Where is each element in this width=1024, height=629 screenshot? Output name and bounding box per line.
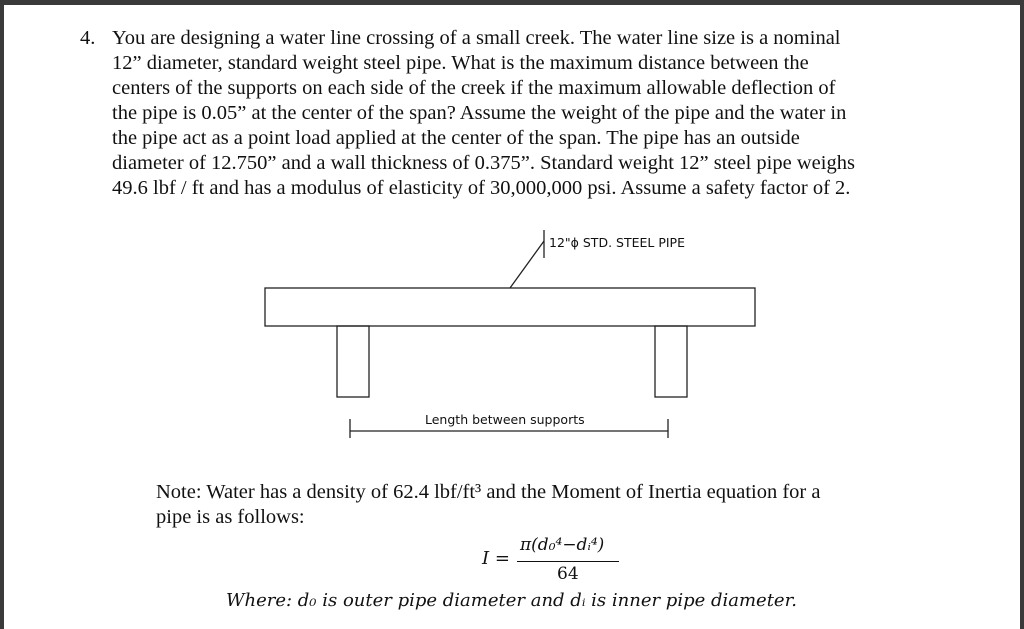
problem-text-line: diameter of 12.750” and a wall thickness of 0.375”. Standard weight 12” steel pipe weighs	[112, 152, 855, 174]
note-line: Note: Water has a density of 62.4 lbf/ft³ and the Moment of Inertia equation for a	[156, 481, 821, 503]
label-leader-line	[510, 241, 544, 288]
problem-text-line: 49.6 lbf / ft and has a modulus of elasticity of 30,000,000 psi. Assume a safety factor of 2.	[112, 177, 851, 199]
right-support	[655, 326, 687, 397]
problem-text-line: 12” diameter, standard weight steel pipe. What is the maximum distance between the	[112, 52, 809, 74]
problem-text-line: the pipe act as a point load applied at the center of the span. The pipe has an outside	[112, 127, 800, 149]
left-support	[337, 326, 369, 397]
fraction-bar	[517, 561, 619, 562]
problem-text-line: the pipe is 0.05” at the center of the span? Assume the weight of the pipe and the water in	[112, 102, 847, 124]
pipe-diagram	[4, 5, 1020, 629]
pipe-label: 12"ϕ STD. STEEL PIPE	[549, 235, 685, 250]
problem-number: 4.	[80, 27, 96, 49]
document-page	[4, 5, 1020, 629]
problem-text-line: You are designing a water line crossing of a small creek. The water line size is a nominal	[112, 27, 841, 49]
note-line: pipe is as follows:	[156, 506, 305, 528]
formula-denominator: 64	[557, 564, 579, 584]
problem-text-line: centers of the supports on each side of the creek if the maximum allowable deflection of	[112, 77, 836, 99]
formula-lhs: I =	[482, 548, 510, 569]
formula-where-text: Where: d₀ is outer pipe diameter and dᵢ is inner pipe diameter.	[226, 590, 797, 611]
formula-numerator: π(d₀⁴−dᵢ⁴)	[520, 535, 605, 555]
pipe-body	[265, 288, 755, 326]
dimension-label: Length between supports	[425, 412, 585, 427]
